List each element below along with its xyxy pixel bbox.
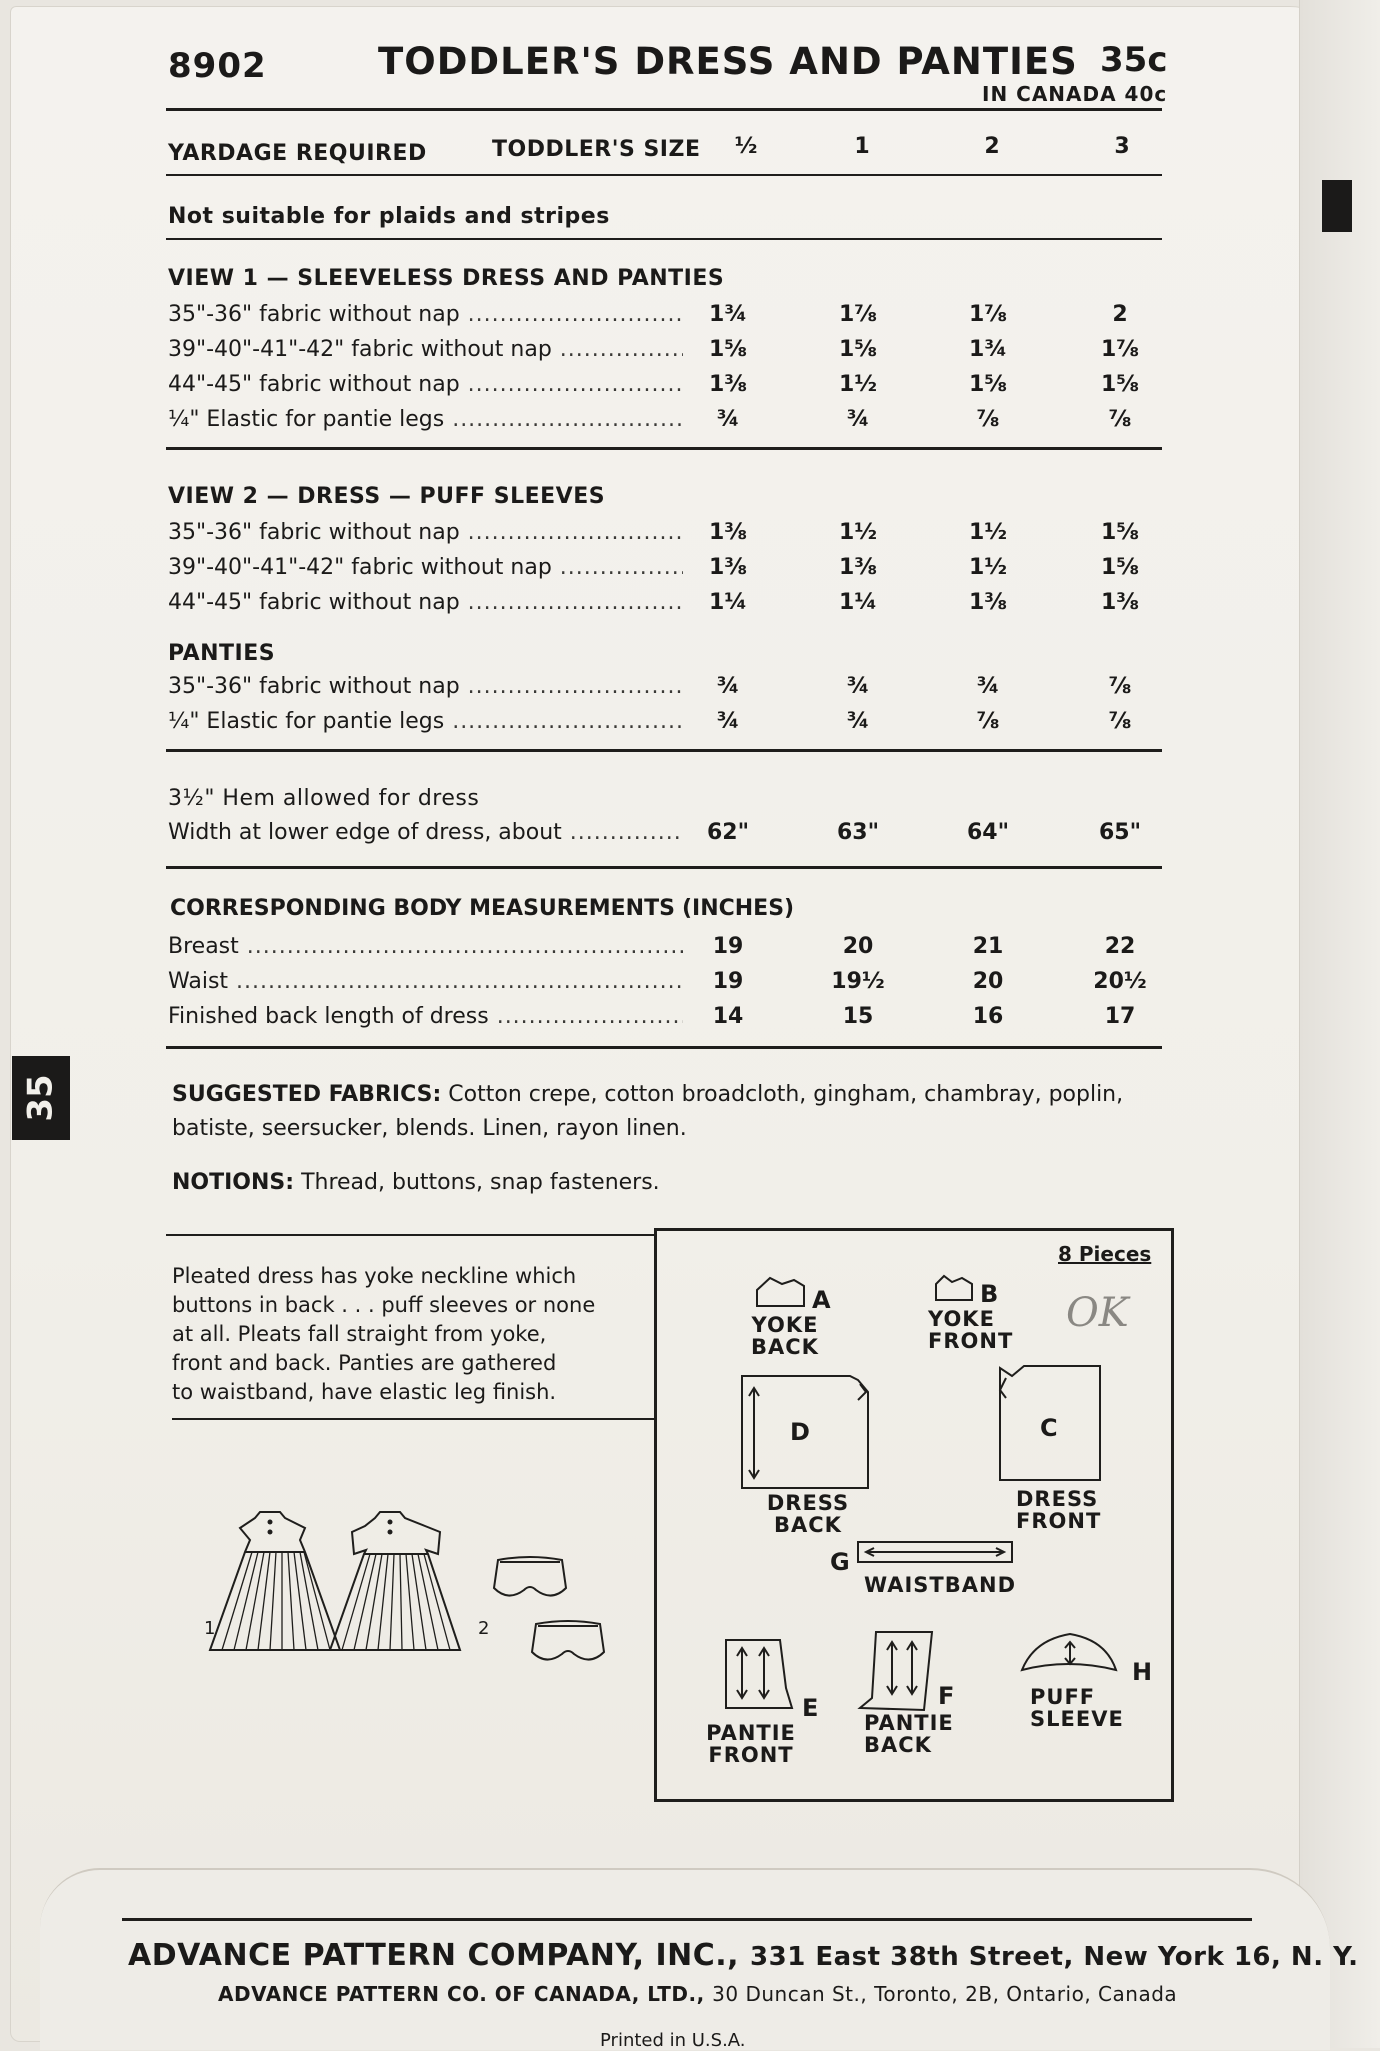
cell: 1⅜ xyxy=(1100,590,1140,615)
piece-label-line: FRONT xyxy=(1016,1509,1102,1533)
size-col: 2 xyxy=(984,134,1000,159)
cell: 19 xyxy=(712,934,744,959)
yoke-front-icon xyxy=(936,1276,972,1300)
divider xyxy=(166,866,1162,869)
cell: ¾ xyxy=(846,407,870,432)
piece-letter: H xyxy=(1132,1658,1153,1686)
description xyxy=(172,1262,642,1407)
pattern-number: 8902 xyxy=(168,46,267,86)
company-address: 331 East 38th Street, New York 16, N. Y. xyxy=(750,1942,1359,1972)
table-row xyxy=(168,590,1168,622)
cell: 65" xyxy=(1098,820,1142,845)
divider xyxy=(166,238,1162,240)
piece-label-line: FRONT xyxy=(708,1743,794,1767)
handwritten-ok: OK xyxy=(1066,1290,1129,1336)
piece-letter: E xyxy=(802,1694,819,1722)
cell: 1½ xyxy=(968,555,1008,580)
cell: 62" xyxy=(706,820,750,845)
description-line: front and back. Panties are gathered xyxy=(172,1351,557,1375)
section-title: CORRESPONDING BODY MEASUREMENTS xyxy=(170,896,675,921)
dress-2-icon xyxy=(330,1512,460,1650)
piece-letter: C xyxy=(1040,1414,1058,1442)
cell: 63" xyxy=(836,820,880,845)
table-row xyxy=(168,1004,1168,1036)
divider xyxy=(172,1418,654,1420)
table-row xyxy=(168,555,1168,587)
table-row xyxy=(168,709,1168,741)
cell: 1⅜ xyxy=(838,555,878,580)
cell: ⅞ xyxy=(1108,407,1132,432)
suggested-fabrics xyxy=(172,1078,1172,1146)
size-col: 3 xyxy=(1114,134,1130,159)
table-row xyxy=(168,969,1168,1001)
fabrics-text: Cotton crepe, cotton broadcloth, gingham, chambray, poplin, xyxy=(448,1082,1124,1107)
cell: 1⅜ xyxy=(708,372,748,397)
cell: 1¼ xyxy=(708,590,748,615)
cell: 1⅝ xyxy=(838,337,878,362)
table-row xyxy=(168,520,1168,552)
divider xyxy=(166,1234,654,1236)
price: 35c xyxy=(1100,40,1168,80)
cell: 1⅝ xyxy=(1100,555,1140,580)
piece-letter: D xyxy=(790,1418,810,1446)
divider xyxy=(166,1046,1162,1049)
cell: 21 xyxy=(972,934,1004,959)
divider xyxy=(166,749,1162,752)
canada-company-line xyxy=(218,1982,1177,2006)
page-title: TODDLER'S DRESS AND PANTIES xyxy=(378,40,1078,83)
piece-label-line: YOKE xyxy=(751,1313,819,1337)
canada-company-address: 30 Duncan St., Toronto, 2B, Ontario, Canada xyxy=(712,1982,1178,2006)
row-label: 35"-36" fabric without nap ..... xyxy=(168,302,683,327)
cell: 19½ xyxy=(831,969,885,994)
piece-label-line: FRONT xyxy=(928,1329,1014,1353)
piece-label-line: DRESS xyxy=(766,1491,850,1515)
divider xyxy=(166,174,1162,176)
cell: 19 xyxy=(712,969,744,994)
row-label: 35"-36" fabric without nap ..... xyxy=(168,520,683,545)
cell: 1¼ xyxy=(838,590,878,615)
cell: 20 xyxy=(972,969,1004,994)
cell: ¾ xyxy=(716,407,740,432)
printed-in: Printed in U.S.A. xyxy=(600,2030,746,2051)
fabrics-label: SUGGESTED FABRICS: xyxy=(172,1082,442,1107)
pieces-count: 8 Pieces xyxy=(1058,1242,1152,1266)
cell: ¾ xyxy=(716,674,740,699)
cell: 1⅞ xyxy=(968,302,1008,327)
piece-label-yoke-front xyxy=(928,1308,1028,1352)
row-label: ¼" Elastic for pantie legs ..... xyxy=(168,709,683,734)
cell: 2 xyxy=(1112,302,1128,327)
row-label: Finished back length of dress ..... xyxy=(168,1004,683,1029)
cell: ¾ xyxy=(846,709,870,734)
cell: 1¾ xyxy=(968,337,1008,362)
size-label: TODDLER'S SIZE xyxy=(492,137,701,162)
table-row xyxy=(168,934,1168,966)
piece-label-pantie-front xyxy=(696,1722,806,1766)
divider xyxy=(122,1918,1252,1921)
yardage-label: YARDAGE REQUIRED xyxy=(168,141,427,166)
description-line: Pleated dress has yoke neckline which xyxy=(172,1264,577,1288)
piece-letter: A xyxy=(812,1286,831,1314)
body-measurements-header xyxy=(170,896,794,921)
cell: 14 xyxy=(712,1004,744,1029)
cell: 20½ xyxy=(1093,969,1147,994)
size-tab-label: 35 xyxy=(20,1074,61,1122)
row-label: 44"-45" fabric without nap ..... xyxy=(168,590,683,615)
piece-label-line: PANTIE xyxy=(706,1721,796,1745)
piece-label-line: DRESS xyxy=(1016,1487,1099,1511)
table-row xyxy=(168,302,1168,334)
section-title: PANTIES xyxy=(168,641,276,666)
canada-price: IN CANADA 40c xyxy=(982,82,1168,106)
row-label: 39"-40"-41"-42" fabric without nap ..... xyxy=(168,337,683,362)
cell: 17 xyxy=(1104,1004,1136,1029)
piece-label-puff-sleeve xyxy=(1030,1686,1140,1730)
cell: 16 xyxy=(972,1004,1004,1029)
cell: ⅞ xyxy=(1108,709,1132,734)
notions-text: Thread, buttons, snap fasteners. xyxy=(301,1170,660,1195)
yoke-back-icon xyxy=(757,1278,804,1306)
cell: 1⅞ xyxy=(1100,337,1140,362)
piece-label-dress-back xyxy=(758,1492,858,1536)
table-row xyxy=(168,407,1168,439)
cell: ⅞ xyxy=(976,407,1000,432)
cell: 1¾ xyxy=(708,302,748,327)
description-line: buttons in back . . . puff sleeves or none xyxy=(172,1293,596,1317)
piece-label-waistband xyxy=(864,1573,1017,1597)
piece-label-line: BACK xyxy=(864,1733,932,1757)
notions-label: NOTIONS: xyxy=(172,1170,295,1195)
section-title: VIEW 1 — SLEEVELESS DRESS AND PANTIES xyxy=(168,266,725,291)
hem-note: 3½" Hem allowed for dress xyxy=(168,786,480,811)
cell: ⅞ xyxy=(1108,674,1132,699)
cell: 1⅝ xyxy=(1100,372,1140,397)
row-label: Waist ..... xyxy=(168,969,683,994)
section-title: VIEW 2 — DRESS — PUFF SLEEVES xyxy=(168,484,606,509)
piece-letter: B xyxy=(980,1280,999,1308)
piece-label-line: PANTIE xyxy=(864,1711,954,1735)
table-row xyxy=(168,674,1168,706)
cell: 1⅝ xyxy=(708,337,748,362)
cell: 1½ xyxy=(968,520,1008,545)
row-label: 44"-45" fabric without nap ..... xyxy=(168,372,683,397)
table-row xyxy=(168,372,1168,404)
canada-company-name: ADVANCE PATTERN CO. OF CANADA, LTD., xyxy=(218,1982,705,2006)
divider xyxy=(166,447,1162,450)
company-name: ADVANCE PATTERN COMPANY, INC., xyxy=(128,1938,740,1973)
row-label: Width at lower edge of dress, about ..... xyxy=(168,820,683,845)
row-label: Breast ..... xyxy=(168,934,683,959)
piece-label-line: BACK xyxy=(751,1335,819,1359)
description-line: at all. Pleats fall straight from yoke, xyxy=(172,1322,547,1346)
row-label: 35"-36" fabric without nap ..... xyxy=(168,674,683,699)
size-tab xyxy=(12,1056,70,1140)
piece-label-line: YOKE xyxy=(928,1307,995,1331)
notions xyxy=(172,1166,660,1200)
cell: 1⅝ xyxy=(968,372,1008,397)
cell: 1½ xyxy=(838,520,878,545)
cell: 1⅞ xyxy=(838,302,878,327)
dress-1-icon xyxy=(210,1512,340,1650)
piece-label-pantie-back xyxy=(864,1712,964,1756)
cell: ⅞ xyxy=(976,709,1000,734)
fabrics-text: batiste, seersucker, blends. Linen, rayon linen. xyxy=(172,1116,687,1141)
cell: ¾ xyxy=(976,674,1000,699)
piece-label-yoke-back xyxy=(740,1314,830,1358)
cell: 15 xyxy=(842,1004,874,1029)
description-line: to waistband, have elastic leg finish. xyxy=(172,1380,557,1404)
size-col: ½ xyxy=(734,134,758,159)
register-mark xyxy=(1322,180,1352,232)
cell: 1⅝ xyxy=(1100,520,1140,545)
cell: 64" xyxy=(966,820,1010,845)
piece-label-line: WAISTBAND xyxy=(864,1573,1017,1597)
piece-label-dress-front xyxy=(1016,1488,1126,1532)
piece-letter: G xyxy=(830,1548,850,1576)
unit-label: (INCHES) xyxy=(681,896,795,921)
view-2-label: 2 xyxy=(478,1618,490,1639)
piece-letter: F xyxy=(938,1682,955,1710)
cell: 1½ xyxy=(838,372,878,397)
piece-label-line: PUFF xyxy=(1030,1685,1096,1709)
piece-label-line: BACK xyxy=(774,1513,842,1537)
cell: 1⅜ xyxy=(708,555,748,580)
cell: 22 xyxy=(1104,934,1136,959)
table-row xyxy=(168,820,1168,852)
cell: 1⅜ xyxy=(708,520,748,545)
cell: 20 xyxy=(842,934,874,959)
pantie-back-icon xyxy=(860,1632,932,1710)
garment-illustration xyxy=(200,1510,640,1690)
envelope-flap xyxy=(1299,0,1380,2048)
table-row xyxy=(168,337,1168,369)
row-label: 39"-40"-41"-42" fabric without nap ..... xyxy=(168,555,683,580)
cell: ¾ xyxy=(846,674,870,699)
divider xyxy=(166,108,1162,111)
cell: ¾ xyxy=(716,709,740,734)
piece-label-line: SLEEVE xyxy=(1030,1707,1124,1731)
cell: 1⅜ xyxy=(968,590,1008,615)
note: Not suitable for plaids and stripes xyxy=(168,204,610,229)
company-line xyxy=(128,1938,1359,1973)
view-1-label: 1 xyxy=(204,1618,216,1639)
pantie-front-icon xyxy=(726,1640,792,1708)
row-label: ¼" Elastic for pantie legs ..... xyxy=(168,407,683,432)
size-col: 1 xyxy=(854,134,870,159)
